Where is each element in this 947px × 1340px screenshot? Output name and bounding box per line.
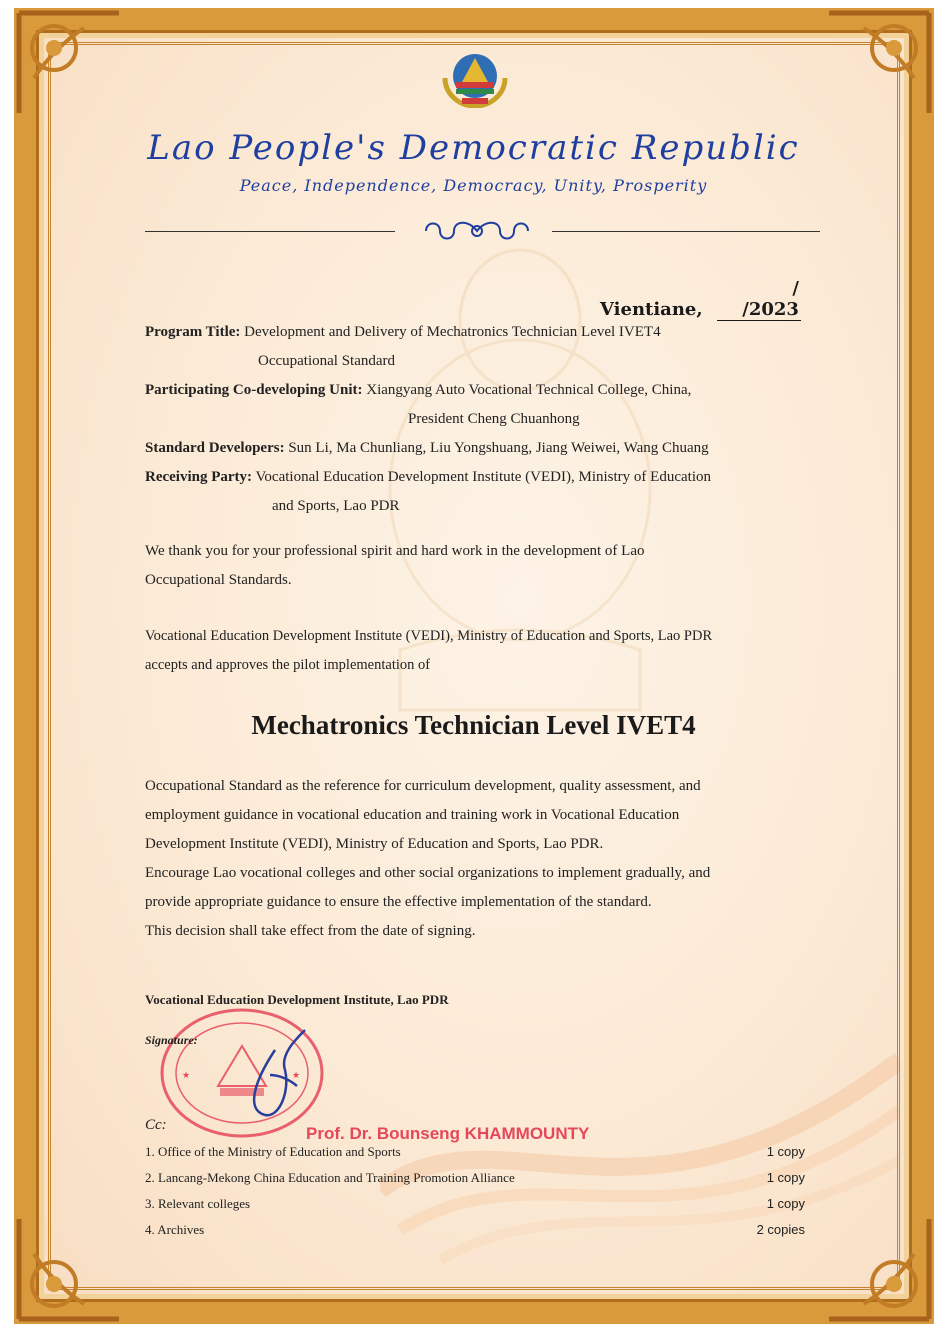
- date-line: [600, 278, 801, 321]
- divider-right: [552, 231, 820, 232]
- decision-line: This decision shall take effect from the date of signing.: [145, 923, 476, 939]
- svg-text:★: ★: [292, 1071, 301, 1081]
- date-value: / /2023: [717, 278, 801, 321]
- cc-label: Cc:: [145, 1117, 167, 1133]
- cc-item-copies: 1 copy: [766, 1196, 805, 1211]
- standard-title: Mechatronics Technician Level IVET4: [251, 710, 696, 740]
- unit-line: [145, 376, 835, 405]
- cc-item-copies: 1 copy: [766, 1144, 805, 1159]
- developers-label: Standard Developers:: [145, 440, 285, 456]
- cc-item-name: 2. Lancang-Mekong China Education and Training Promotion Alliance: [145, 1170, 515, 1185]
- divider-ornament-icon: [418, 216, 536, 246]
- cc-item-name: 4. Archives: [145, 1222, 205, 1237]
- approval-line: Vocational Education Development Institute (VEDI), Ministry of Education and Sports, Lao PDR: [145, 628, 713, 644]
- signer-name: Prof. Dr. Bounseng KHAMMOUNTY: [306, 1124, 590, 1143]
- cc-item-copies: 2 copies: [756, 1222, 805, 1237]
- national-motto: Peace, Independence, Democracy, Unity, Prosperity: [239, 176, 708, 195]
- receiving-label: Receiving Party:: [145, 469, 253, 485]
- cc-item-name: 3. Relevant colleges: [145, 1196, 251, 1211]
- corner-ornament-icon: [824, 1214, 934, 1324]
- thanks-line: Occupational Standards.: [145, 572, 292, 588]
- signature-label: Signature:: [145, 1033, 198, 1047]
- lao-emblem-icon: [440, 48, 510, 108]
- cc-item-name: 1. Office of the Ministry of Education and Sports: [145, 1144, 401, 1159]
- unit-value-cont: President Cheng Chuanhong: [408, 411, 580, 427]
- corner-ornament-icon: [14, 1214, 124, 1324]
- program-details: [145, 318, 835, 521]
- decision-line: Encourage Lao vocational colleges and other social organizations to implement gradually, and: [145, 865, 711, 881]
- issuing-institute: Vocational Education Development Institute, Lao PDR: [145, 992, 449, 1007]
- corner-ornament-icon: [14, 8, 124, 118]
- cc-item: [145, 1218, 815, 1244]
- receiving-line: [145, 463, 835, 492]
- approval-line: accepts and approves the pilot implementation of: [145, 657, 431, 673]
- corner-ornament-icon: [824, 8, 934, 118]
- divider-left: [145, 231, 395, 232]
- country-title: Lao People's Democratic Republic: [147, 128, 800, 168]
- svg-text:★: ★: [182, 1071, 191, 1081]
- decision-line: Development Institute (VEDI), Ministry of Education and Sports, Lao PDR.: [145, 836, 604, 852]
- date-city: Vientiane,: [600, 299, 703, 320]
- cc-list: [145, 1140, 815, 1244]
- program-title-value: Development and Delivery of Mechatronics Technician Level IVET4: [244, 324, 661, 340]
- unit-label: Participating Co-developing Unit:: [145, 382, 363, 398]
- decision-paragraph: [145, 772, 835, 946]
- program-title-line: [145, 318, 835, 347]
- developers-value: Sun Li, Ma Chunliang, Liu Yongshuang, Jiang Weiwei, Wang Chuang: [288, 440, 709, 456]
- receiving-value-cont: and Sports, Lao PDR: [272, 498, 400, 514]
- program-title-label: Program Title:: [145, 324, 241, 340]
- cc-item-copies: 1 copy: [766, 1170, 805, 1185]
- receiving-value: Vocational Education Development Institute (VEDI), Ministry of Education: [255, 469, 711, 485]
- decision-line: Occupational Standard as the reference for curriculum development, quality assessment, and: [145, 778, 701, 794]
- developers-line: [145, 434, 835, 463]
- cc-item: [145, 1140, 815, 1166]
- unit-value: Xiangyang Auto Vocational Technical College, China,: [366, 382, 692, 398]
- thanks-paragraph: [145, 537, 835, 595]
- cc-item: [145, 1166, 815, 1192]
- approval-paragraph: [145, 622, 835, 680]
- handwritten-signature: [235, 1020, 315, 1130]
- cc-item: [145, 1192, 815, 1218]
- decision-line: employment guidance in vocational education and training work in Vocational Education: [145, 807, 680, 823]
- program-title-value-cont: Occupational Standard: [258, 353, 396, 369]
- decision-line: provide appropriate guidance to ensure the effective implementation of the standard.: [145, 894, 652, 910]
- thanks-line: We thank you for your professional spirit and hard work in the development of Lao: [145, 543, 645, 559]
